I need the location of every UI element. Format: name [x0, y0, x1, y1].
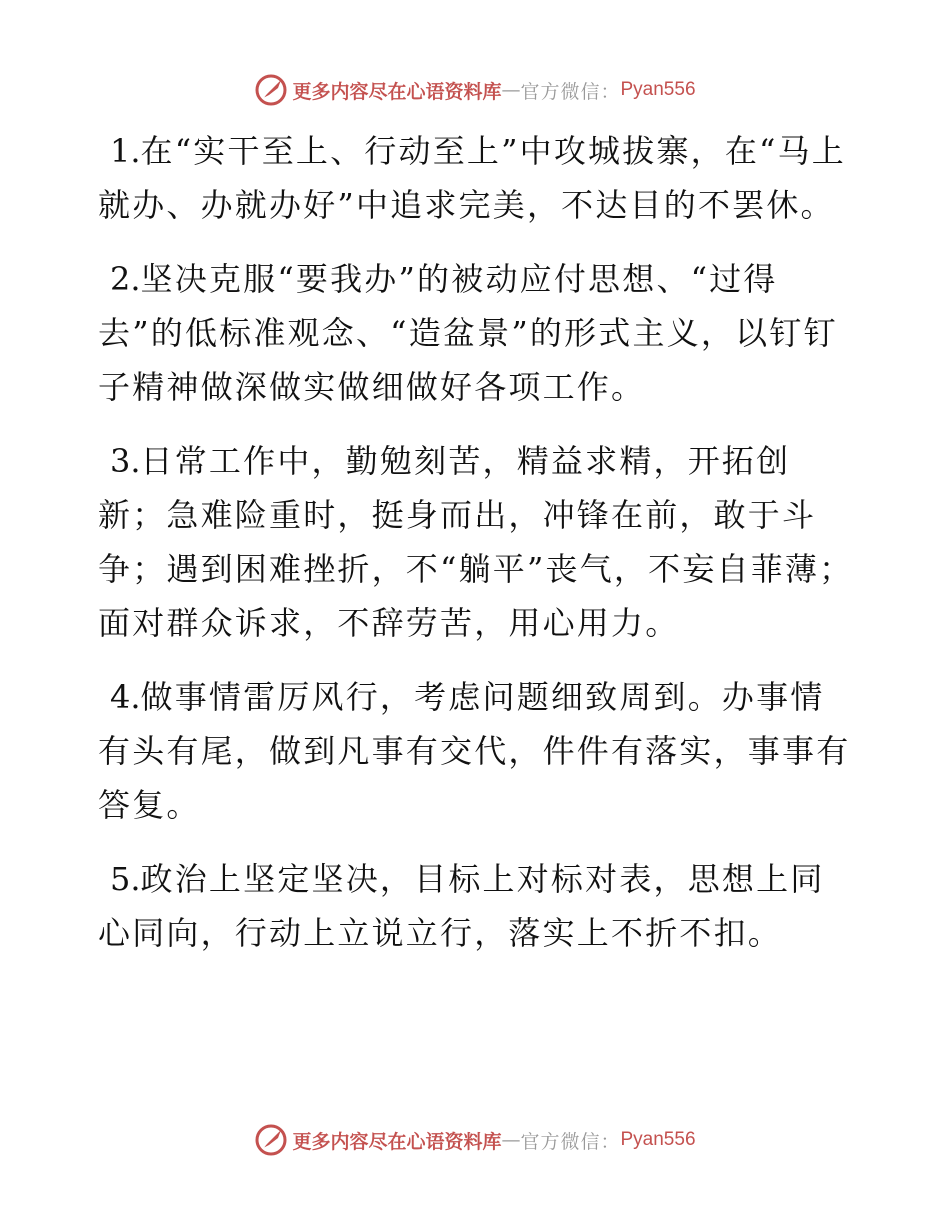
- item-number: 5.: [110, 860, 141, 898]
- list-item: [98, 252, 858, 414]
- footer-separator: —: [501, 1129, 521, 1151]
- item-text: 日常工作中，勤勉刻苦，精益求精，开拓创新；急难险重时，挺身而出，冲锋在前，敢于斗争；遇到困难挫折，不“躺平”丧气，不妄自菲薄；面对群众诉求，不辞劳苦，用心用力。: [98, 442, 854, 642]
- quill-circle-logo-icon: [254, 73, 288, 107]
- footer-watermark: [0, 1120, 950, 1160]
- quill-circle-logo-icon: [254, 1123, 288, 1157]
- item-number: 2.: [110, 260, 141, 298]
- footer-wechat-id: Pyan556: [620, 1129, 696, 1150]
- header-separator: —: [501, 79, 521, 101]
- list-item: [98, 434, 858, 650]
- footer-promo-text: 更多内容尽在心语资料库: [292, 1130, 502, 1153]
- list-item: [98, 852, 858, 960]
- item-text: 政治上坚定坚决，目标上对标对表，思想上同心同向，行动上立说立行，落实上不折不扣。: [98, 860, 825, 952]
- list-item: [98, 670, 858, 832]
- item-number: 1.: [110, 132, 141, 170]
- list-item: [98, 124, 858, 232]
- item-text: 坚决克服“要我办”的被动应付思想、“过得去”的低标准观念、“造盆景”的形式主义，以钉钉子精神做深做实做细做好各项工作。: [98, 260, 838, 406]
- item-text: 做事情雷厉风行，考虑问题细致周到。办事情有头有尾，做到凡事有交代，件件有落实，事事有答复。: [98, 678, 851, 824]
- item-number: 4.: [110, 678, 141, 716]
- footer-wechat-label: 官方微信：: [520, 1130, 621, 1153]
- item-number: 3.: [110, 442, 141, 480]
- header-wechat-label: 官方微信：: [520, 80, 621, 103]
- header-promo-text: 更多内容尽在心语资料库: [292, 80, 502, 103]
- item-text: 在“实干至上、行动至上”中攻城拔寨，在“马上就办、办就办好”中追求完美，不达目的不罢休。: [98, 132, 847, 224]
- document-body: [98, 124, 858, 980]
- header-wechat-id: Pyan556: [620, 79, 696, 100]
- header-watermark: [0, 70, 950, 110]
